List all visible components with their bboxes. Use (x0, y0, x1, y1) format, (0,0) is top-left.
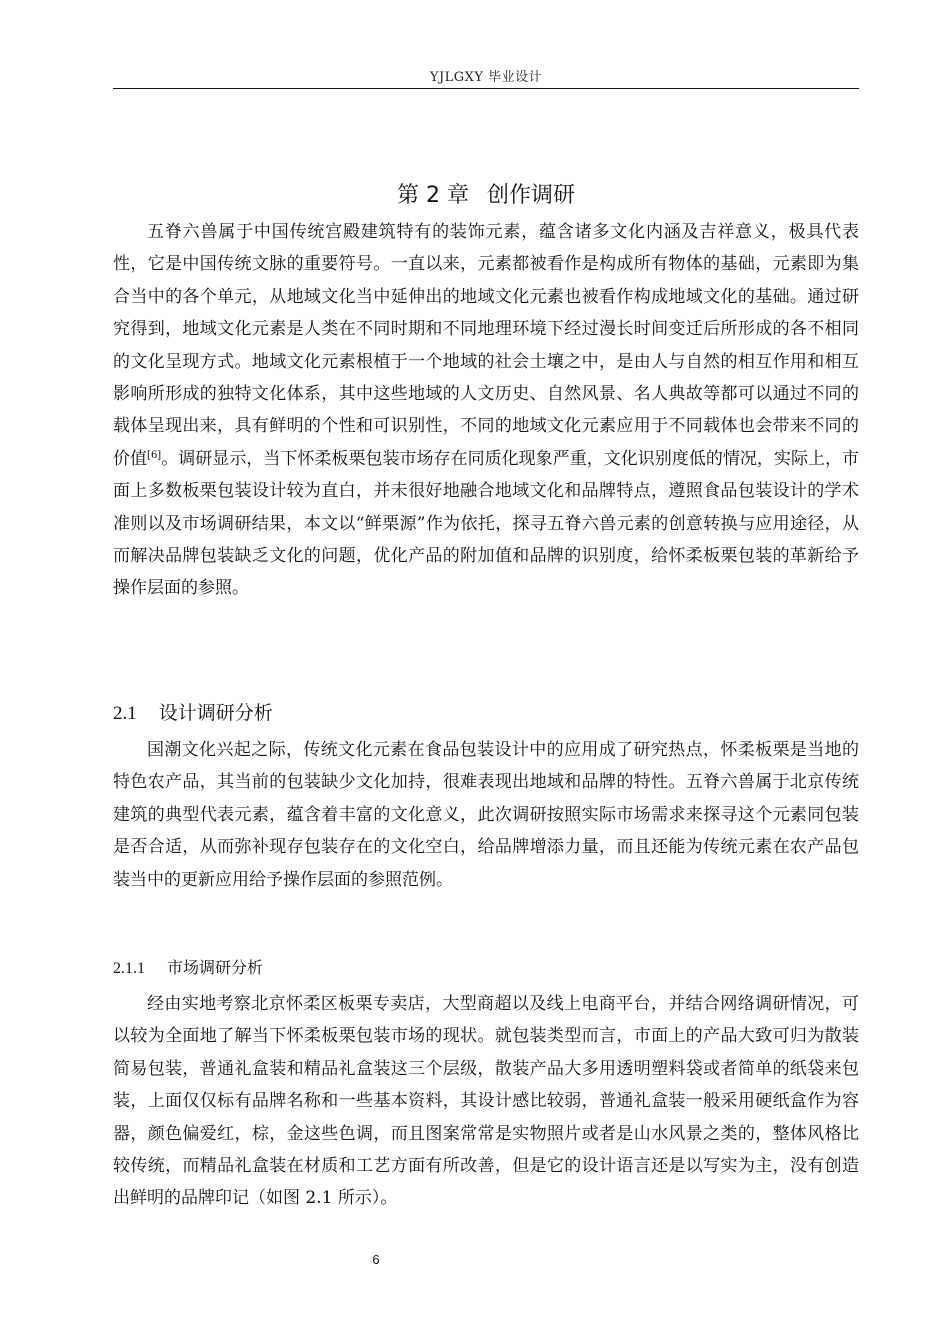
chapter-intro-paragraph (113, 216, 859, 605)
intro-text-part2: 。调研显示，当下怀柔板栗包装市场存在同质化现象严重，文化识别度低的情况，实际上，市面上多数板栗包装设计较为直白，并未很好地融合地域文化和品牌特点，遵照食品包装设计的学术准则以及市场调研结果，本文以“鲜栗源”作为依托，探寻五脊六兽元素的创意转换与应用途径，从而解决品牌包装缺乏文化的问题，优化产品的附加值和品牌的识别度，给怀柔板栗包装的革新给予操作层面的参照。 (113, 448, 860, 599)
header-rule (113, 88, 859, 89)
section-2-1-1-paragraph: 经由实地考察北京怀柔区板栗专卖店，大型商超以及线上电商平台，并结合网络调研情况，可以较为全面地了解当下怀柔板栗包装市场的现状。就包装类型而言，市面上的产品大致可归为散装简易包装，普通礼盒装和精品礼盒装这三个层级，散装产品大多用透明塑料袋或者简单的纸袋来包装，上面仅仅标有品牌名称和一些基本资料，其设计感比较弱，普通礼盒装一般采用硬纸盒作为容器，颜色偏爱红，棕，金这些色调，而且图案常常是实物照片或者是山水风景之类的，整体风格比较传统，而精品礼盒装在材质和工艺方面有所改善，但是它的设计语言还是以写实为主，没有创造出鲜明的品牌印记（如图 2.1 所示）。 (113, 994, 859, 1209)
citation-mark: [6] (147, 449, 162, 461)
subsection-title: 市场调研分析 (167, 958, 264, 977)
running-header: YJLGXY 毕业设计 (429, 70, 543, 85)
subsection-number: 2.1.1 (113, 960, 145, 977)
chapter-title (113, 178, 859, 209)
chapter-number: 第 2 章 (397, 183, 469, 208)
section-heading-2-1 (113, 698, 273, 725)
page-number: 6 (372, 1252, 380, 1267)
section-title: 设计调研分析 (158, 702, 273, 724)
section-2-1-paragraph: 国潮文化兴起之际，传统文化元素在食品包装设计中的应用成了研究热点，怀柔板栗是当地的特色农产品，其当前的包装缺少文化加持，很难表现出地域和品牌的特性。五脊六兽属于北京传统建筑的典型代表元素，蕴含着丰富的文化意义，此次调研按照实际市场需求来探寻这个元素同包装是否合适，从而弥补现存包装存在的文化空白，给品牌增添力量，而且还能为传统元素在农产品包装当中的更新应用给予操作层面的参照范例。 (113, 740, 859, 890)
intro-text-part1: 五脊六兽属于中国传统宫殿建筑特有的装饰元素，蕴含诸多文化内涵及吉祥意义，极具代表性，它是中国传统文脉的重要符号。一直以来，元素都被看作是构成所有物体的基础，元素即为集合当中的各个单元，从地域文化当中延伸出的地域文化元素也被看作构成地域文化的基础。通过研究得到，地域文化元素是人类在不同时期和不同地理环境下经过漫长时间变迁后所形成的各不相同的文化呈现方式。地域文化元素根植于一个地域的社会土壤之中，是由人与自然的相互作用和相互影响所形成的独特文化体系，其中这些地域的人文历史、自然风景、名人典故等都可以通过不同的载体呈现出来，具有鲜明的个性和可识别性，不同的地域文化元素应用于不同载体也会带来不同的价值 (113, 222, 859, 469)
section-heading-2-1-1 (113, 955, 263, 978)
section-number: 2.1 (113, 703, 137, 724)
chapter-name: 创作调研 (486, 183, 575, 208)
